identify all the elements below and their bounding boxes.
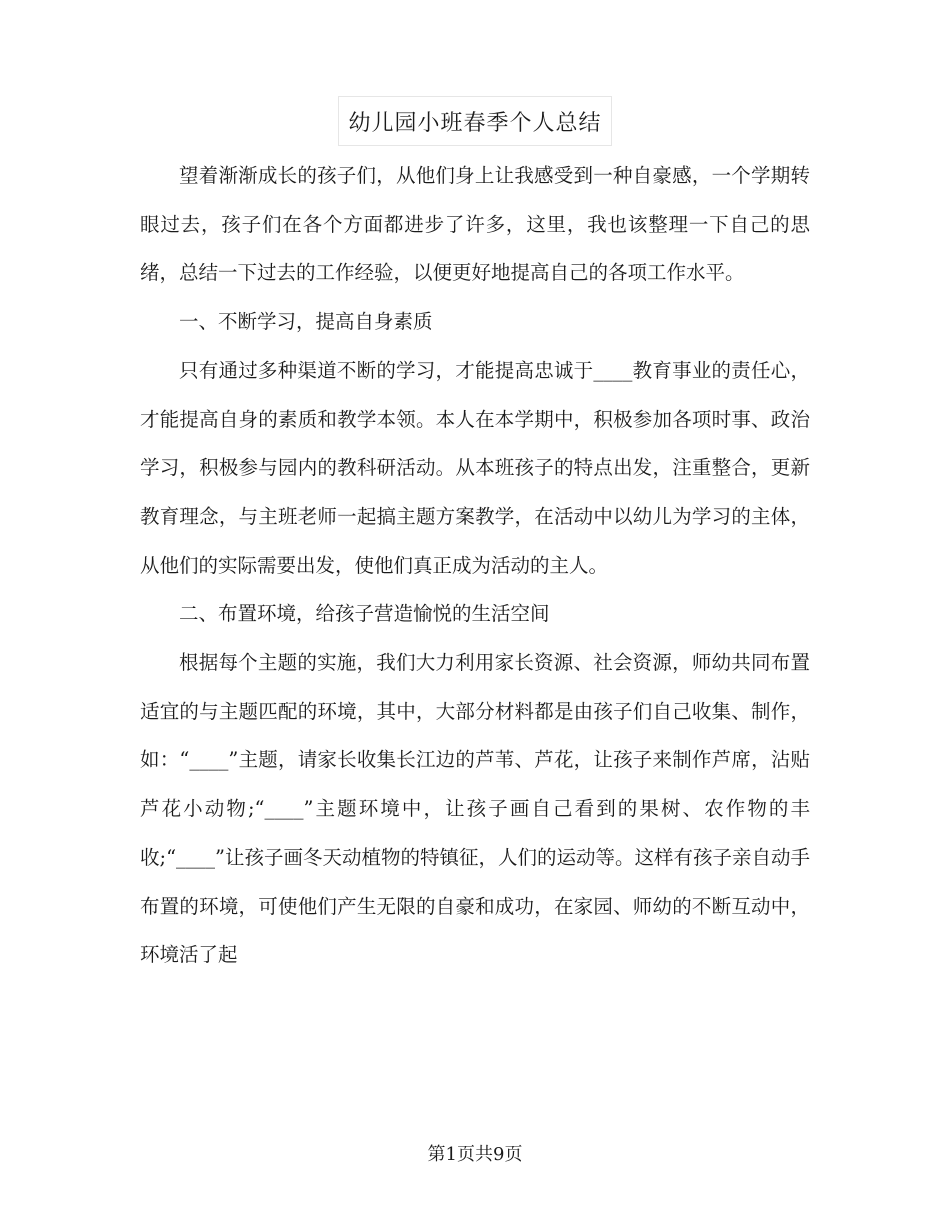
title-box (338, 96, 612, 146)
paragraph-intro: 望着渐渐成长的孩子们，从他们身上让我感受到一种自豪感，一个学期转眼过去，孩子们在各个方面都进步了许多，这里，我也该整理一下自己的思绪，总结一下过去的工作经验，以便更好地提高自己的各项工作水平。 (140, 164, 810, 285)
document-title: 幼儿园小班春季个人总结 (348, 110, 602, 136)
page-footer: 第1页共9页 (427, 1144, 523, 1165)
section-heading-2: 二、布置环境，给孩子营造愉悦的生活空间 (179, 602, 550, 626)
paragraph-section-1: 只有通过多种渠道不断的学习，才能提高忠诚于____教育事业的责任心，才能提高自身的素质和教学本领。本人在本学期中，积极参加各项时事、政治学习，积极参与园内的教科研活动。从本班孩子的特点出发，注重整合，更新教育理念，与主班老师一起搞主题方案教学，在活动中以幼儿为学习的主体，从他们的实际需要出发，使他们真正成为活动的主人。 (140, 358, 810, 577)
document-body (140, 152, 810, 980)
paragraph-section-2: 根据每个主题的实施，我们大力利用家长资源、社会资源，师幼共同布置适宜的与主题匹配的环境，其中，大部分材料都是由孩子们自己收集、制作，如：“____”主题，请家长收集长江边的芦苇、芦花，让孩子来制作芦席，沾贴芦花小动物;“____”主题环境中，让孩子画自己看到的果树、农作物的丰收;“____”让孩子画冬天动植物的特镇征，人们的运动等。这样有孩子亲自动手布置的环境，可使他们产生无限的自豪和成功，在家园、师幼的不断互动中，环境活了起 (140, 651, 811, 967)
section-heading-1: 一、不断学习，提高自身素质 (179, 310, 433, 334)
